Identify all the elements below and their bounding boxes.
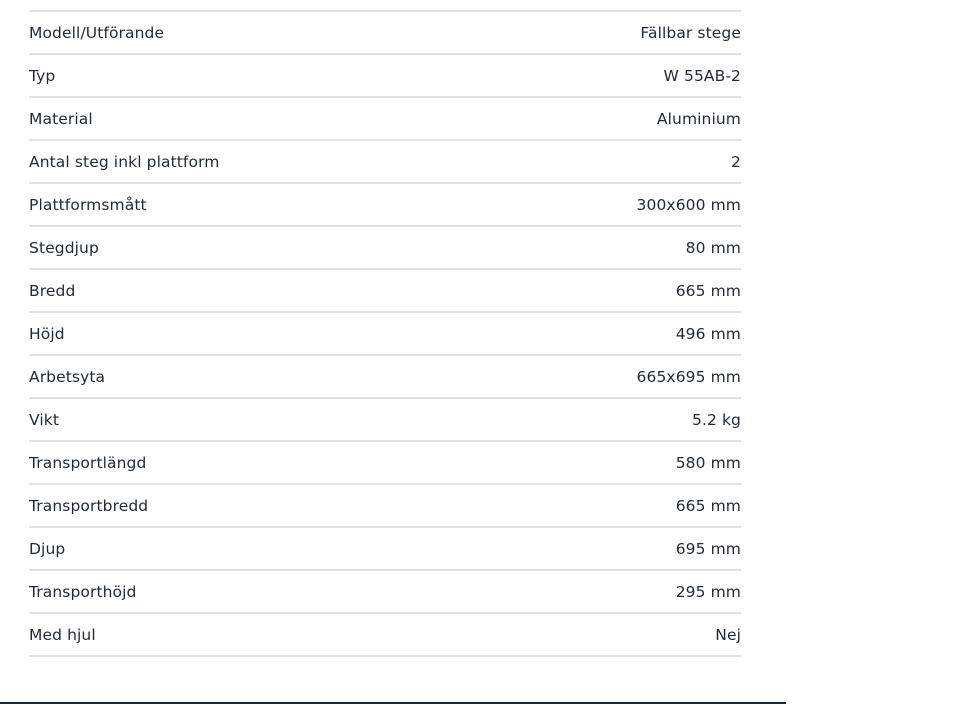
spec-label: Höjd (29, 324, 65, 343)
spec-label: Med hjul (29, 625, 96, 644)
spec-row-type (29, 55, 741, 98)
spec-value: Fällbar stege (640, 23, 741, 42)
spec-label: Vikt (29, 410, 60, 429)
spec-label: Bredd (29, 281, 76, 300)
spec-row-wheels (29, 614, 741, 657)
spec-label: Stegdjup (29, 238, 99, 257)
spec-row-material (29, 98, 741, 141)
spec-row-weight (29, 399, 741, 442)
spec-value: 300x600 mm (636, 195, 741, 214)
spec-value: Aluminium (656, 109, 741, 128)
spec-row-height (29, 313, 741, 356)
section-divider (0, 702, 786, 704)
spec-row-model (29, 12, 741, 55)
spec-value: 496 mm (675, 324, 741, 343)
spec-label: Typ (29, 66, 56, 85)
spec-row-step-count (29, 141, 741, 184)
spec-row-transport-width (29, 485, 741, 528)
spec-value: 665 mm (675, 496, 741, 515)
spec-value: 295 mm (675, 582, 741, 601)
spec-value: 80 mm (685, 238, 741, 257)
spec-row-step-depth (29, 227, 741, 270)
spec-value: 2 (731, 152, 741, 171)
spec-row-width (29, 270, 741, 313)
spec-row-work-area (29, 356, 741, 399)
spec-label: Material (29, 109, 93, 128)
spec-value: 665x695 mm (636, 367, 741, 386)
spec-label: Djup (29, 539, 66, 558)
spec-label: Arbetsyta (29, 367, 106, 386)
spec-row-transport-height (29, 571, 741, 614)
spec-label: Transporthöjd (29, 582, 137, 601)
spec-label: Transportlängd (29, 453, 147, 472)
spec-value: W 55AB-2 (663, 66, 741, 85)
spec-label: Plattformsmått (29, 195, 147, 214)
spec-row-transport-length (29, 442, 741, 485)
spec-value: 665 mm (675, 281, 741, 300)
spec-value: 580 mm (675, 453, 741, 472)
spec-label: Modell/Utförande (29, 23, 165, 42)
spec-label: Antal steg inkl plattform (29, 152, 220, 171)
spec-row-depth (29, 528, 741, 571)
spec-table (29, 10, 741, 657)
spec-label: Transportbredd (29, 496, 149, 515)
spec-row-platform-size (29, 184, 741, 227)
spec-value: 5.2 kg (692, 410, 741, 429)
spec-value: 695 mm (675, 539, 741, 558)
spec-value: Nej (715, 625, 741, 644)
